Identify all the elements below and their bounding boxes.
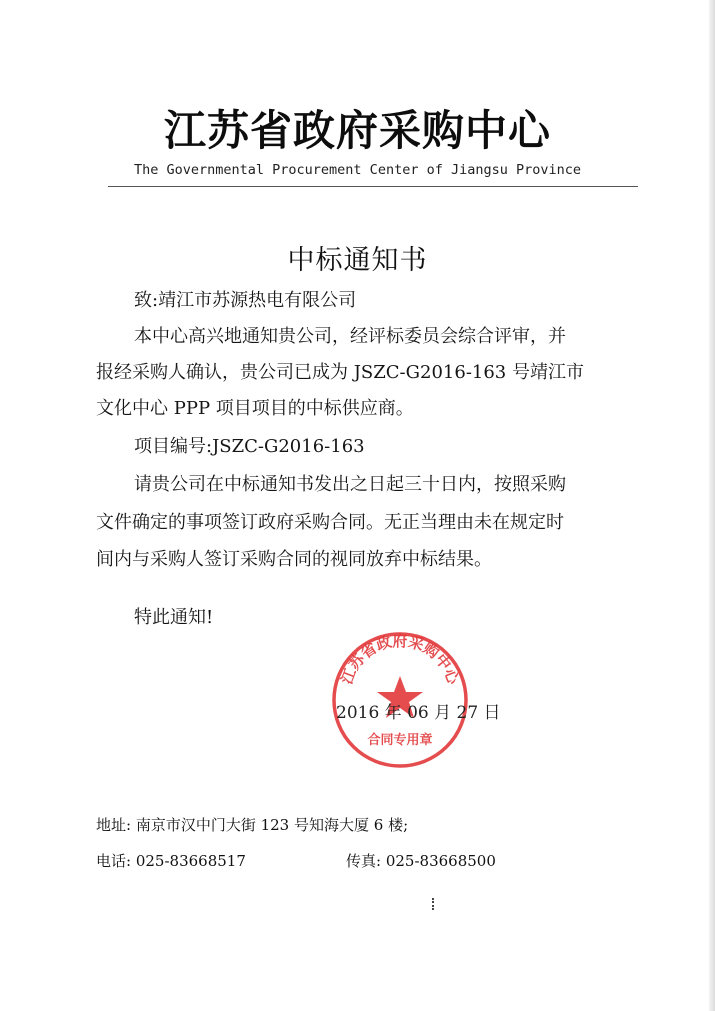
- issue-date: 2016 年 06 月 27 日: [336, 703, 501, 723]
- footer-address: 地址: 南京市汉中门大街 123 号知海大厦 6 楼;: [96, 816, 409, 834]
- closing-remark: 特此通知!: [134, 607, 214, 628]
- header-divider: [108, 186, 638, 187]
- body-line: 文化中心 PPP 项目项目的中标供应商。: [96, 398, 414, 419]
- body-line: 报经采购人确认，贵公司已成为 JSZC-G2016-163 号靖江市: [96, 362, 584, 383]
- svg-text:合同专用章: 合同专用章: [367, 733, 433, 748]
- org-name-en: The Governmental Procurement Center of Jiangsu Province: [133, 162, 582, 178]
- body-line: 间内与采购人签订采购合同的视同放弃中标结果。: [96, 549, 492, 570]
- footer-fax: 传真: 025-83668500: [346, 852, 496, 870]
- addressee: 致:靖江市苏源热电有限公司: [134, 290, 357, 311]
- body-line: 本中心高兴地通知贵公司，经评标委员会综合评审，并: [134, 326, 566, 347]
- scan-speck: [432, 898, 437, 910]
- footer-phone: 电话: 025-83668517: [96, 852, 246, 870]
- body-line: 文件确定的事项签订政府采购合同。无正当理由未在规定时: [96, 512, 564, 533]
- document-title: 中标通知书: [287, 245, 428, 276]
- svg-text:江苏省政府采购中心: 江苏省政府采购中心: [337, 632, 463, 687]
- project-number: 项目编号:JSZC-G2016-163: [134, 436, 365, 457]
- org-name-zh: 江苏省政府采购中心: [163, 106, 551, 155]
- body-line: 请贵公司在中标通知书发出之日起三十日内，按照采购: [134, 474, 566, 495]
